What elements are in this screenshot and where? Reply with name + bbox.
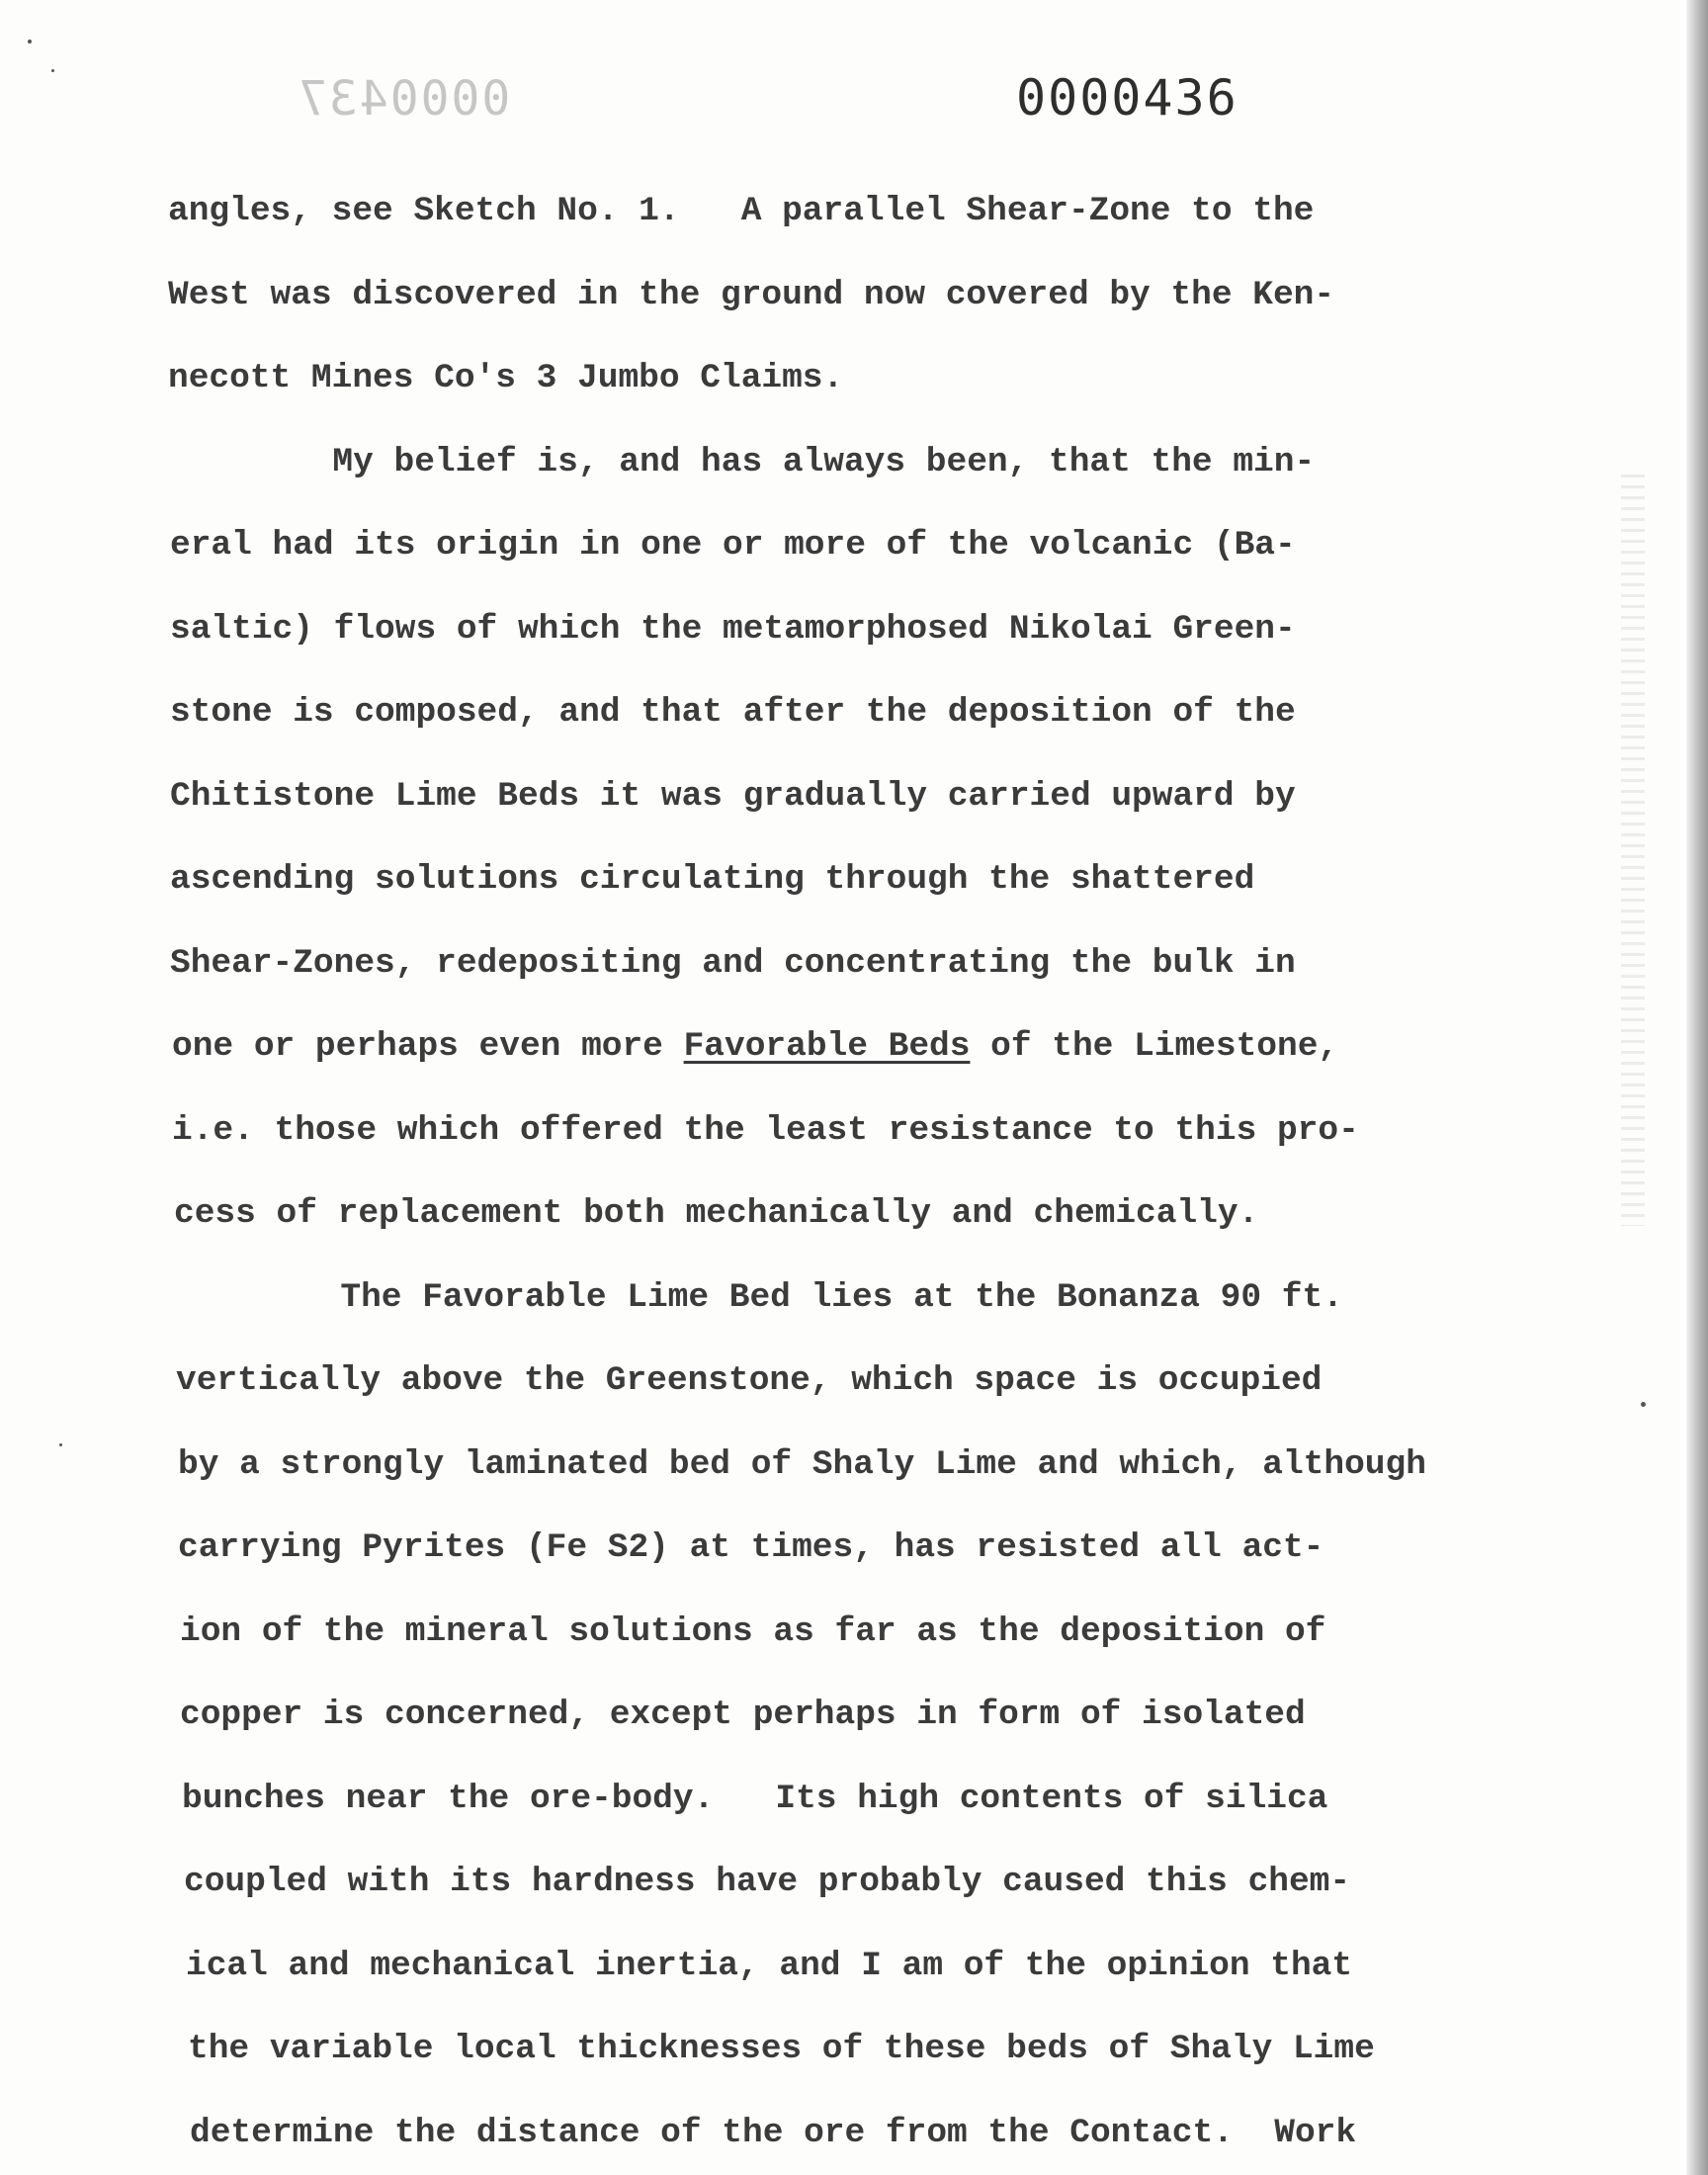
text-line (168, 1841, 1651, 1925)
line-text: West was discovered in the ground now covered by the Ken- (168, 275, 1335, 314)
line-text: necott Mines Co's 3 Jumbo Claims. (168, 359, 844, 397)
line-text: ical and mechanical inertia, and I am of the opinion that (186, 1946, 1353, 1985)
text-line (168, 2092, 1651, 2175)
text-line (168, 1340, 1651, 1424)
line-text: angles, see Sketch No. 1. A parallel Shear-Zone to the (168, 192, 1315, 230)
line-text: cess of replacement both mechanically and chemically. (174, 1194, 1259, 1233)
line-text: eral had its origin in one or more of the volcanic (Ba- (170, 526, 1296, 565)
scan-speck (59, 1443, 62, 1446)
line-text: Shear-Zones, redepositing and concentrating the bulk in (170, 943, 1296, 983)
text-line (168, 1507, 1651, 1591)
text-line (168, 2008, 1651, 2092)
line-text: carrying Pyrites (Fe S2) at times, has resisted all act- (178, 1528, 1324, 1567)
line-text: the variable local thicknesses of these beds of Shaly Lime (188, 2030, 1375, 2068)
line-text: vertically above the Greenstone, which space is occupied (176, 1361, 1323, 1400)
text-line (168, 421, 1651, 505)
scan-edge-shadow (1686, 0, 1708, 2175)
line-text: The Favorable Lime Bed lies at the Bonanza 90 ft. (340, 1277, 1343, 1317)
line-text: coupled with its hardness have probably caused this chem- (184, 1863, 1351, 1901)
text-line (168, 1591, 1651, 1675)
line-text: one or perhaps even more (172, 1027, 684, 1066)
line-text: ion of the mineral solutions as far as the deposition of (180, 1611, 1326, 1651)
text-line (168, 838, 1651, 922)
scan-speck (28, 40, 32, 44)
line-text: saltic) flows of which the metamorphosed Nikolai Green- (170, 609, 1296, 649)
line-text: bunches near the ore-body. Its high contents of silica (182, 1779, 1328, 1818)
scan-speck (1641, 1402, 1646, 1407)
bleed-through-page-number: 0000437 (297, 71, 511, 127)
text-line (168, 1424, 1651, 1508)
line-text: My belief is, and has always been, that the min- (332, 442, 1316, 481)
line-text: i.e. those which offered the least resistance to this pro- (172, 1110, 1359, 1150)
line-text-continued: of the Limestone, (970, 1027, 1339, 1066)
text-line (168, 1005, 1651, 1089)
text-line (168, 755, 1651, 839)
text-line (168, 1089, 1651, 1174)
line-text: Chitistone Lime Beds it was gradually carried upward by (170, 776, 1296, 816)
text-line (168, 671, 1651, 755)
text-line (168, 504, 1651, 588)
scan-speck (51, 69, 54, 72)
text-line (168, 588, 1651, 672)
line-text: ascending solutions circulating through the shattered (170, 860, 1255, 899)
line-text: stone is composed, and that after the deposition of the (170, 693, 1296, 732)
line-text: by a strongly laminated bed of Shaly Lime and which, although (178, 1444, 1426, 1484)
text-line (168, 337, 1651, 421)
underlined-phrase: Favorable Beds (683, 1027, 971, 1066)
text-line (168, 1758, 1651, 1842)
line-text: copper is concerned, except perhaps in form of isolated (180, 1696, 1306, 1734)
text-line (168, 1257, 1651, 1341)
text-line (168, 922, 1651, 1006)
text-line (168, 170, 1651, 254)
text-line (168, 1925, 1651, 2009)
text-line (168, 1173, 1651, 1257)
line-text: determine the distance of the ore from the Contact. Work (190, 2113, 1357, 2152)
text-line (168, 254, 1651, 338)
page-number: 0000436 (1016, 69, 1238, 127)
text-line (168, 1674, 1651, 1758)
typed-body-text (168, 170, 1651, 2175)
